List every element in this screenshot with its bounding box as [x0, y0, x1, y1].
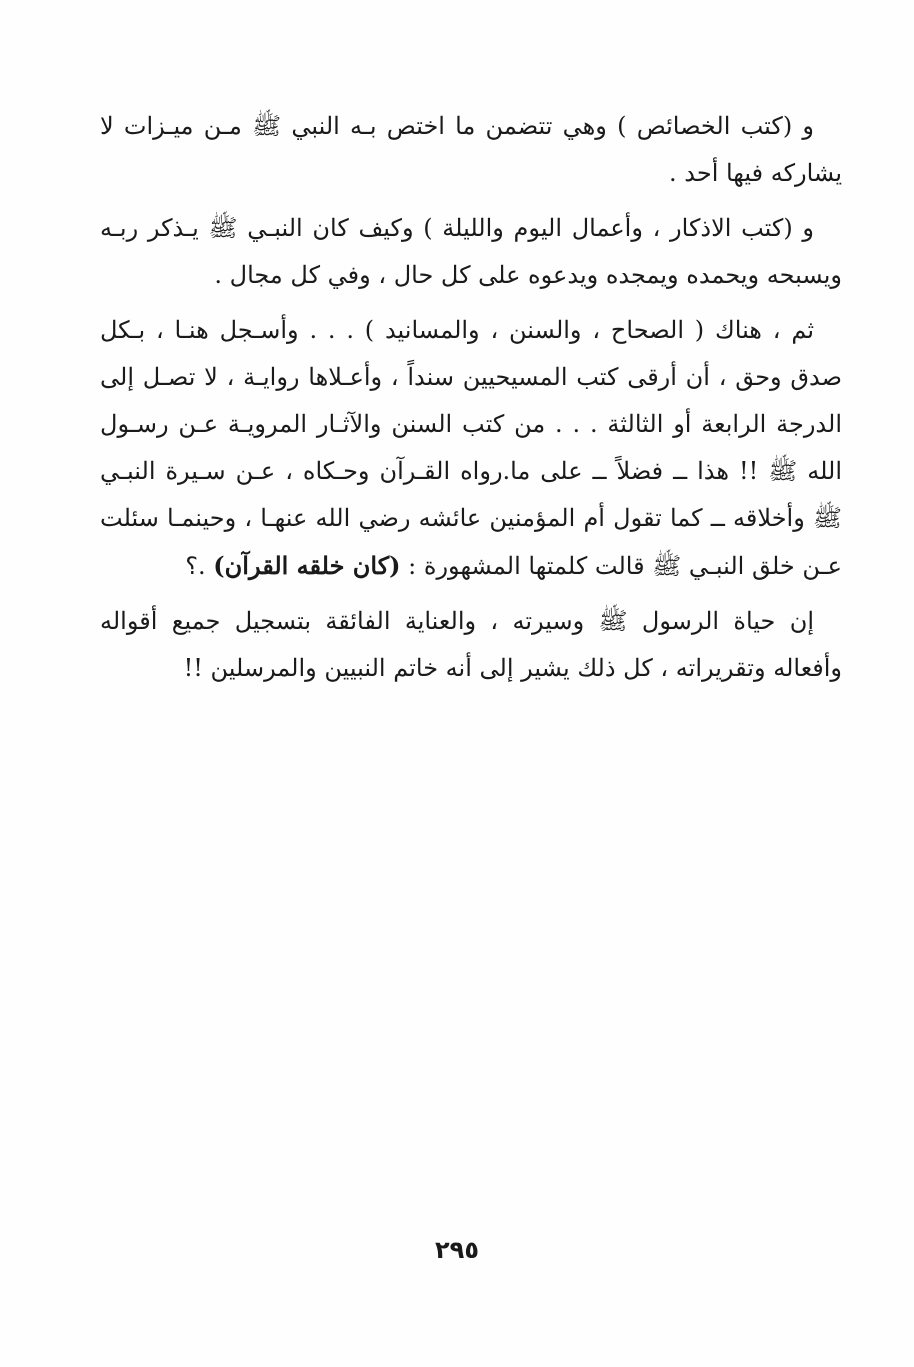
paragraph-khasais	[100, 103, 842, 197]
quote-emphasis: (كان خلقه القرآن)	[213, 551, 401, 580]
paragraph-conclusion	[100, 598, 842, 692]
paragraph-text: ثم ، هناك ( الصحاح ، والسنن ، والمسانيد ) . . . وأسـجل هنـا ، بـكل صدق وحق ، أن أرقى كتب المسيحيين سنداً ، وأعـلاها روايـة ، لا تصـل إلى الدرجة الرابعة أو الثالثة . . . من كتب السنن والآثـار المرويـة عـن رسـول الله ﷺ !! هذا ــ فضلاً ــ على ما.رواه القـرآن وحـكاه ، عـن سـيرة النبـي ﷺ وأخلاقه ــ كما تقول أم المؤمنين عائشه رضي الله عنهـا ، وحينمـا سئلت عـن خلق النبـي ﷺ قالت كلمتها المشهورة :	[100, 316, 842, 580]
paragraph-sihah	[100, 307, 842, 590]
paragraph-adhkar	[100, 205, 842, 299]
page-number: ٢٩٥	[435, 1236, 479, 1264]
paragraph-text: إن حياة الرسول ﷺ وسيرته ، والعناية الفائقة بتسجيل جميع أقواله وأفعاله وتقريراته ، كل ذلك يشير إلى أنه خاتم النبيين والمرسلين !!	[100, 607, 842, 682]
body-text	[100, 103, 842, 700]
paragraph-text: و (كتب الخصائص ) وهي تتضمن ما اختص بـه النبي ﷺ مـن ميـزات لا يشاركه فيها أحد .	[100, 112, 842, 187]
paragraph-tail: .؟	[185, 552, 214, 580]
paragraph-text: و (كتب الاذكار ، وأعمال اليوم والليلة ) وكيف كان النبـي ﷺ يـذكر ربـه ويسبحه ويحمده ويمجده ويدعوه على كل حال ، وفي كل مجال .	[100, 214, 842, 289]
